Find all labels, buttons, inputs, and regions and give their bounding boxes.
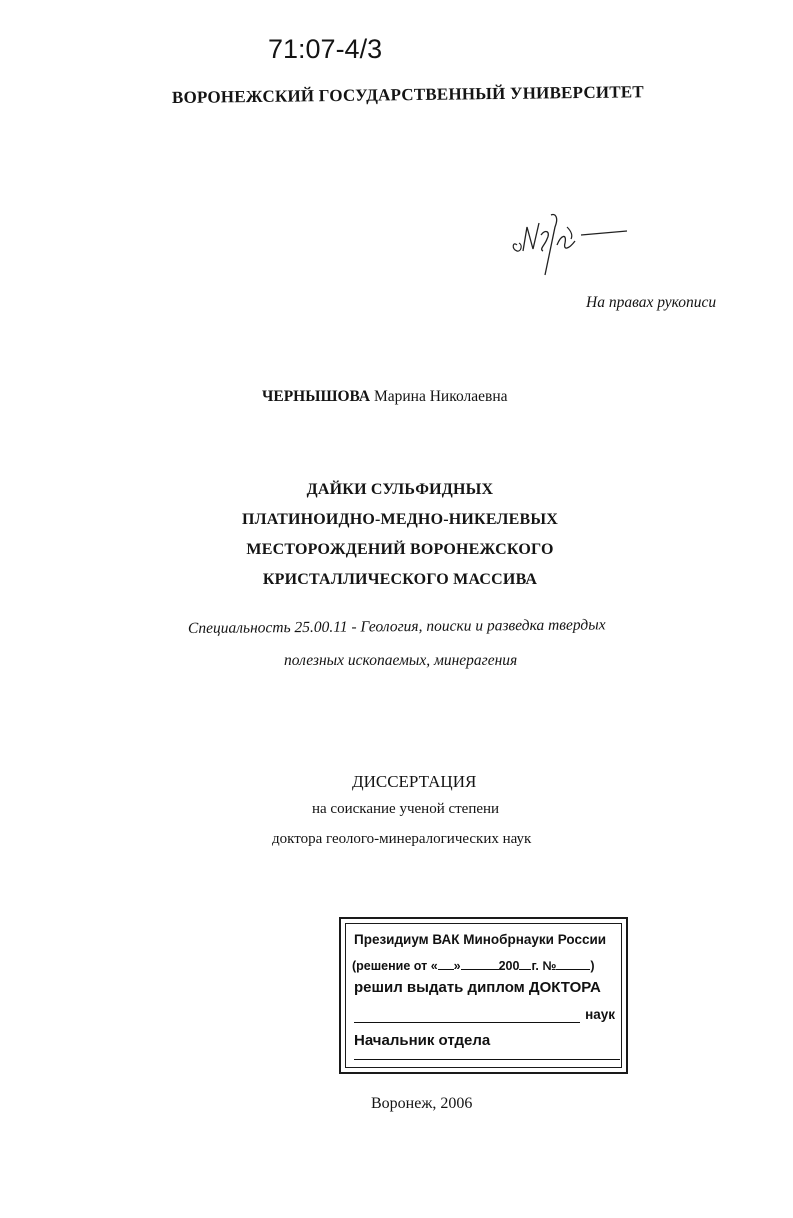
decision-year: 200 — [498, 959, 520, 973]
stamp-inner-frame — [345, 923, 622, 1068]
stamp-sciences-suffix: наук — [585, 1007, 615, 1022]
science-field-blank — [354, 1022, 580, 1023]
decision-quote-close: » — [453, 959, 461, 973]
vak-stamp — [339, 917, 628, 1074]
stamp-award-line: решил выдать диплом ДОКТОРА — [354, 979, 601, 996]
stamp-head-of-department: Начальник отдела — [354, 1032, 491, 1049]
stamp-presidium-line: Президиум ВАК Минобрнауки России — [354, 932, 607, 947]
author-given-names: Марина Николаевна — [373, 388, 508, 405]
handwritten-signature — [505, 205, 635, 285]
specialty-line-1: Специальность 25.00.11 - Геология, поиски и разведка твердых — [187, 616, 606, 637]
shelf-mark: 71:07-4/3 — [268, 34, 383, 64]
university-name: ВОРОНЕЖСКИЙ ГОСУДАРСТВЕННЫЙ УНИВЕРСИТЕТ — [171, 82, 645, 107]
decision-prefix: (решение от « — [352, 959, 438, 973]
author-surname: ЧЕРНЫШОВА — [262, 388, 371, 405]
city-year: Воронеж, 2006 — [371, 1095, 473, 1112]
year-blank — [519, 957, 531, 970]
stamp-decision-line — [352, 957, 594, 973]
author-name — [262, 388, 508, 406]
day-blank — [438, 957, 454, 970]
decision-year-suffix: г. № — [531, 959, 557, 973]
dissertation-title — [200, 475, 600, 595]
decision-close: ) — [590, 959, 595, 973]
number-blank — [556, 957, 590, 970]
manuscript-rights-note: На правах рукописи — [586, 294, 717, 311]
title-line: ПЛАТИНОИДНО-МЕДНО-НИКЕЛЕВЫХ — [241, 511, 559, 528]
title-line: ДАЙКИ СУЛЬФИДНЫХ — [306, 481, 494, 498]
title-line: МЕСТОРОЖДЕНИЙ ВОРОНЕЖСКОГО — [246, 541, 554, 558]
degree-line-1: на соискание ученой степени — [312, 801, 500, 817]
degree-line-2: доктора геолого-минералогических наук — [272, 831, 532, 847]
dissertation-label: ДИССЕРТАЦИЯ — [352, 772, 477, 791]
month-blank — [461, 957, 499, 970]
signature-blank — [354, 1059, 620, 1060]
specialty-line-2: полезных ископаемых, минерагения — [284, 652, 518, 669]
title-line: КРИСТАЛЛИЧЕСКОГО МАССИВА — [262, 571, 538, 588]
